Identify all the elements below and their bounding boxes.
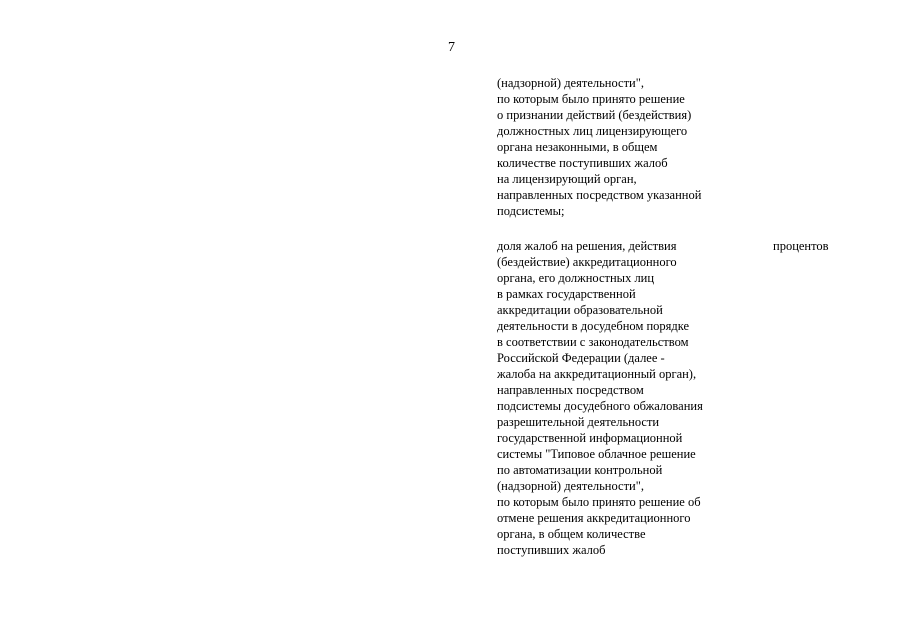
text-line: количестве поступивших жалоб	[497, 156, 668, 170]
unit-of-measure-label: процентов	[773, 239, 829, 253]
text-line: должностных лиц лицензирующего	[497, 124, 688, 138]
text-line: органа, в общем количестве	[497, 527, 646, 541]
text-line: (бездействие) аккредитационного	[497, 255, 677, 269]
text-line: о признании действий (бездействия)	[497, 108, 692, 122]
text-line: в соответствии с законодательством	[497, 335, 689, 349]
page-number: 7	[448, 40, 455, 55]
text-line: (надзорной) деятельности",	[497, 479, 644, 493]
text-line: деятельности в досудебном порядке	[497, 319, 690, 333]
text-line: доля жалоб на решения, действия	[497, 239, 677, 253]
text-line: (надзорной) деятельности",	[497, 76, 644, 90]
text-line: направленных посредством указанной	[497, 188, 702, 202]
text-line: органа, его должностных лиц	[497, 271, 655, 285]
text-line: государственной информационной	[497, 431, 683, 445]
text-line: жалоба на аккредитационный орган),	[497, 367, 697, 381]
text-line: системы "Типовое облачное решение	[497, 447, 696, 461]
text-line: по автоматизации контрольной	[497, 463, 663, 477]
text-line: поступивших жалоб	[497, 543, 606, 557]
text-line: отмене решения аккредитационного	[497, 511, 691, 525]
text-line: по которым было принято решение об	[497, 495, 701, 509]
text-line: органа незаконными, в общем	[497, 140, 658, 154]
text-line: аккредитации образовательной	[497, 303, 663, 317]
text-line: Российской Федерации (далее -	[497, 351, 665, 365]
text-line: по которым было принято решение	[497, 92, 685, 106]
indicator-text-block-2	[497, 238, 747, 558]
text-line: разрешительной деятельности	[497, 415, 660, 429]
text-line: в рамках государственной	[497, 287, 636, 301]
text-line: направленных посредством	[497, 383, 644, 397]
text-line: подсистемы;	[497, 204, 565, 218]
indicator-text-block-1	[497, 75, 747, 219]
text-line: на лицензирующий орган,	[497, 172, 637, 186]
text-line: подсистемы досудебного обжалования	[497, 399, 703, 413]
